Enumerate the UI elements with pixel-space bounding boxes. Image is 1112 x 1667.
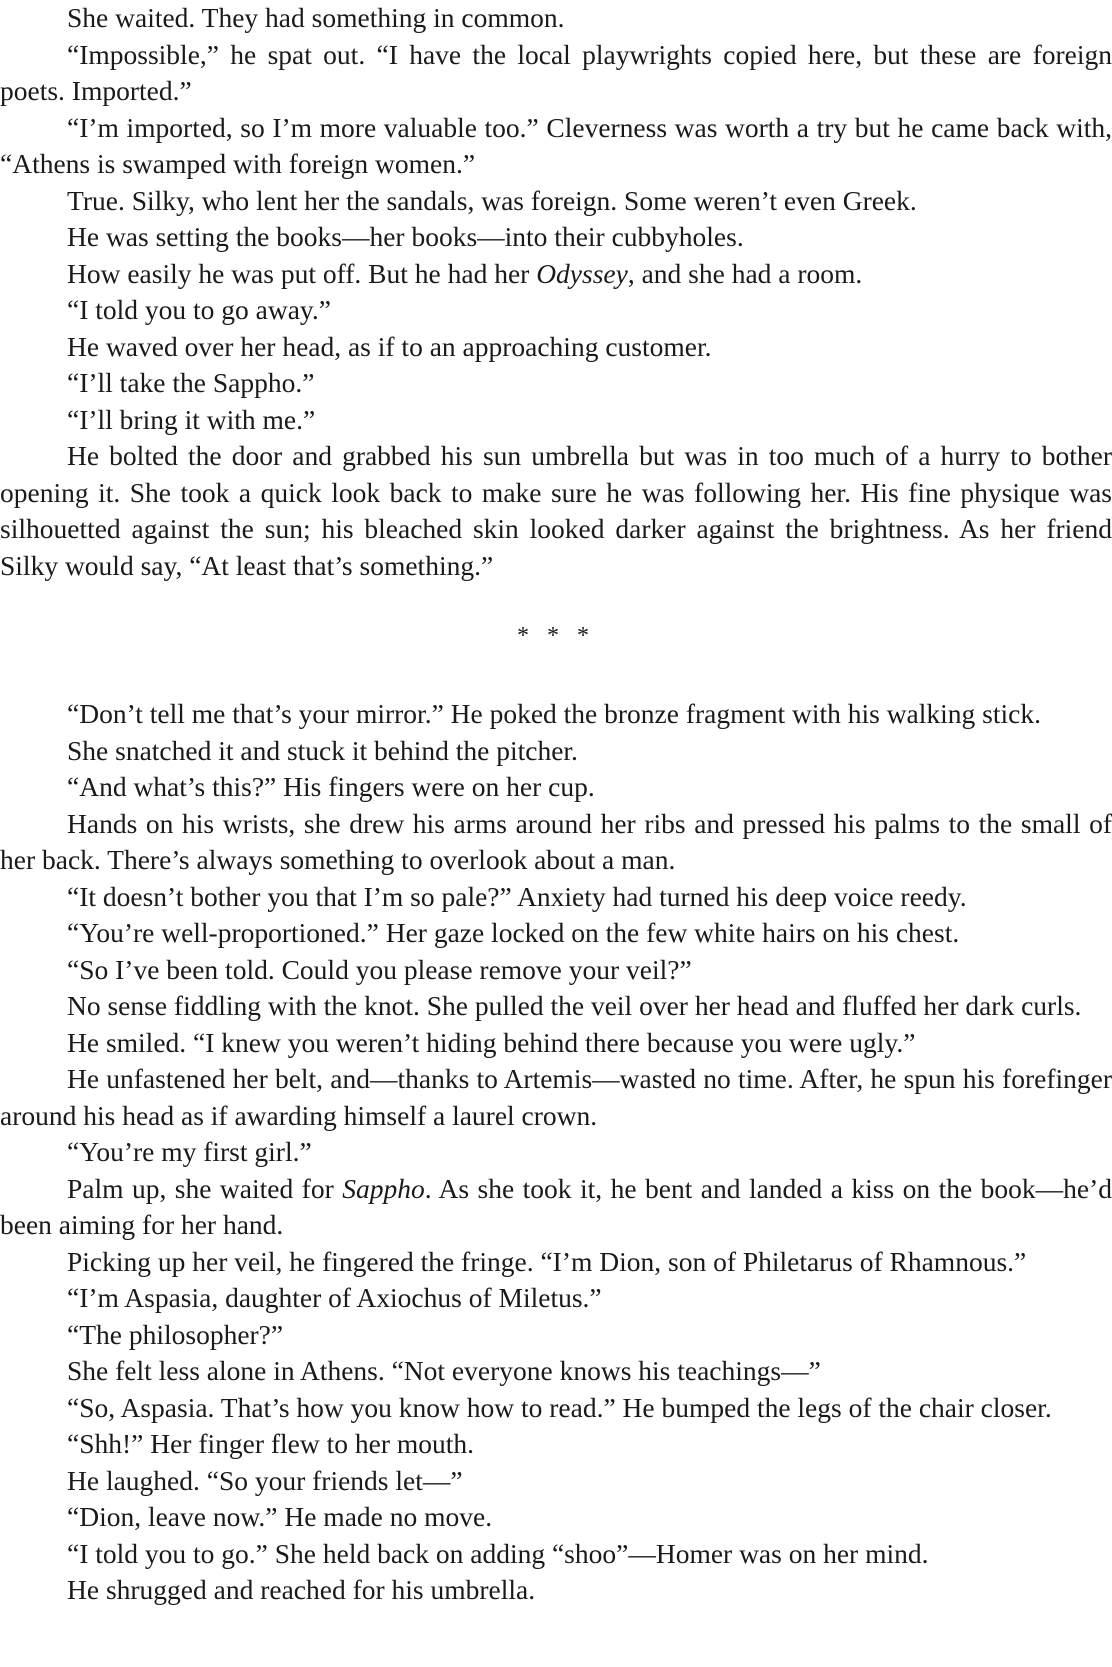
paragraph: “So I’ve been told. Could you please remove your veil?” [67,953,692,985]
paragraph: “I’m imported, so I’m more valuable too.” Cleverness was worth a try but he came back with, “Athens is swamped with foreign women.” [0,111,1112,179]
paragraph: Hands on his wrists, she drew his arms around her ribs and pressed his palms to the small of her back. There’s always something to overlook about a man. [0,807,1112,875]
paragraph: “And what’s this?” His fingers were on her cup. [67,771,595,802]
paragraph: “I told you to go away.” [67,294,331,325]
paragraph: “You’re my first girl.” [67,1136,312,1167]
book-title-sappho: Sappho [342,1172,425,1204]
text-run: How easily he was put off. But he had her [67,257,537,289]
paragraph: No sense fiddling with the knot. She pulled the veil over her head and fluffed her dark curls. [67,990,1082,1021]
paragraph: He was setting the books—her books—into their cubbyholes. [67,221,744,252]
paragraph: She waited. They had something in common. [67,2,565,33]
paragraph: “It doesn’t bother you that I’m so pale?” Anxiety had turned his deep voice reedy. [67,880,967,912]
section-two [0,696,1112,1609]
paragraph: “I’ll take the Sappho.” [67,367,315,398]
paragraph: He shrugged and reached for his umbrella. [67,1574,536,1605]
paragraph: He laughed. “So your friends let—” [67,1464,463,1496]
paragraph: “So, Aspasia. That’s how you know how to read.” He bumped the legs of the chair closer. [67,1391,1052,1423]
text-run: , and she had a room. [627,257,863,289]
paragraph: “Dion, leave now.” He made no move. [67,1501,493,1532]
paragraph: “I’m Aspasia, daughter of Axiochus of Miletus.” [67,1282,602,1313]
paragraph: “I’ll bring it with me.” [67,403,316,435]
paragraph: “The philosopher?” [67,1318,284,1350]
paragraph: Picking up her veil, he fingered the fringe. “I’m Dion, son of Philetarus of Rhamnous.” [67,1245,1027,1277]
paragraph: True. Silky, who lent her the sandals, was foreign. Some weren’t even Greek. [67,184,917,216]
text-run: Palm up, she waited for [67,1172,343,1204]
paragraph: “You’re well-proportioned.” Her gaze locked on the few white hairs on his chest. [67,917,960,948]
paragraph: He bolted the door and grabbed his sun umbrella but was in too much of a hurry to bother opening it. She took a quick look back to make sure he was following her. His fine physique was silhouetted against the sun; his bleached skin looked darker against the brightness. As her friend Silky would say, “At least that’s something.” [0,440,1112,581]
paragraph: “I told you to go.” She held back on adding “shoo”—Homer was on her mind. [67,1537,929,1569]
paragraph: “Don’t tell me that’s your mirror.” He poked the bronze fragment with his walking stick. [67,698,1041,729]
paragraph-odyssey [0,256,1112,293]
paragraph: “Impossible,” he spat out. “I have the local playwrights copied here, but these are foreign poets. Imported.” [0,38,1112,106]
paragraph: He smiled. “I knew you weren’t hiding behind there because you were ugly.” [67,1026,916,1058]
paragraph: She snatched it and stuck it behind the pitcher. [67,734,578,766]
paragraph: He unfastened her belt, and—thanks to Artemis—wasted no time. After, he spun his forefinger around his head as if awarding himself a laurel crown. [0,1063,1112,1131]
paragraph: She felt less alone in Athens. “Not everyone knows his teachings—” [67,1355,821,1386]
paragraph: “Shh!” Her finger flew to her mouth. [67,1428,475,1459]
section-one [0,0,1112,584]
paragraph-sappho [0,1171,1112,1244]
text-run: . As she took it, he bent and landed a kiss on the book—he’d been aiming for her hand. [0,1172,1112,1240]
paragraph: He waved over her head, as if to an approaching customer. [67,330,712,362]
book-title-odyssey: Odyssey [536,257,628,289]
scene-break: * * * [517,623,595,649]
